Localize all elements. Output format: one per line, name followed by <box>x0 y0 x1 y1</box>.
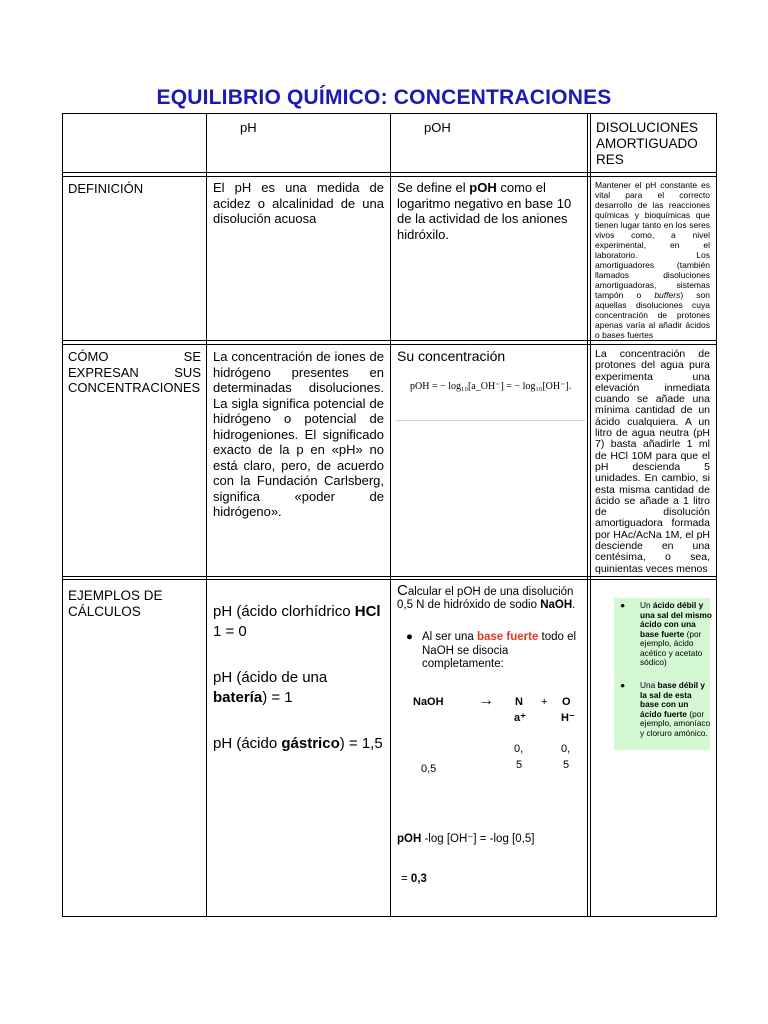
definicion-poh: Se define el pOH como el logaritmo negativo en base 10 de la actividad de los aniones hidróxilo. <box>397 180 572 242</box>
bullet-icon: ● <box>406 631 413 643</box>
como-ph: La concentración de iones de hidrógeno presentes en determinadas disoluciones. La sigla significa potencial de hidrógeno o potencial de hidrogeniones. El significado exacto de la p en «pH» no está claro, pero, de acuerdo con la Fundación Carlsberg, significa «poder de hidrógeno». <box>213 349 384 519</box>
como-buffer: La concentración de protones del agua pura experimenta una elevación inmediata cuando se añade una mínima cantidad de un ácido cualquiera. A un litro de agua neutra (pH 7) basta añadirle 1 ml de HCl 10M para que el pH descienda 5 unidades. En cambio, si esta misma cantidad de ácido se añade a 1 litro de disolución amortiguadora formada por HAc/AcNa 1M, el pH desciende en una centésima, o sea, quinientas veces menos <box>595 348 710 575</box>
page-title: EQUILIBRIO QUÍMICO: CONCENTRACIONES <box>156 86 612 109</box>
poh-example-bullet: ● Al ser una base fuerte todo el NaOH se disocia completamente: <box>406 631 577 670</box>
definicion-buffer: Mantener el pH constante es vital para el correcto desarrollo de las reacciones químicas y bioquímicas que tienen lugar tanto en los seres vivos como, a nivel experimental, en el laboratorio. Los amortiguadores (también llamados disoluciones amortiguadoras, sistemas tampón o buffers) son aquellas disoluciones cuya concentración de protones apenas varía al añadir ácidos o bases fuertes <box>595 180 710 340</box>
ph-example-bateria: pH (ácido de una batería) = 1 <box>213 669 328 706</box>
como-poh: Su concentración <box>397 348 506 364</box>
bullet-icon: ● <box>620 600 626 610</box>
na-concentration-line2: 5 <box>516 759 523 771</box>
row-label-como: CÓMO SE EXPRESAN SUS CONCENTRACIONES <box>68 349 201 395</box>
formula-divider <box>396 420 585 421</box>
row-label-definicion: DEFINICIÓN <box>68 181 144 196</box>
poh-example-intro: Calcular el pOH de una disolución 0,5 N de hidróxido de sodio NaOH. <box>397 582 576 611</box>
reactant-concentration: 0,5 <box>421 763 437 775</box>
poh-result: = 0,3 <box>401 873 427 885</box>
reaction-product-na-line1: N <box>515 696 523 708</box>
oh-concentration-line2: 5 <box>563 759 570 771</box>
buffer-example-1: ● Un ácido débil y una sal del mismo ácido con una base fuerte (por ejemplo, ácido acético y acetato sódico) <box>620 600 712 667</box>
header-ph: pH <box>240 120 257 135</box>
header-poh: pOH <box>424 120 451 135</box>
reaction-plus: + <box>541 696 548 708</box>
buffer-example-2: ● Una base débil y la sal de esta base con un ácido fuerte (por ejemplo, amoníaco y cloruro amónico. <box>620 680 711 738</box>
reaction-product-na-line2: a⁺ <box>514 712 526 724</box>
oh-concentration-line1: 0, <box>561 743 571 755</box>
poh-calculation: pOH -log [OH⁻] = -log [0,5] <box>397 833 535 845</box>
ph-example-hcl: pH (ácido clorhídrico HCl 1 = 0 <box>213 603 381 640</box>
definicion-ph: El pH es una medida de acidez o alcalinidad de una disolución acuosa <box>213 180 384 226</box>
reaction-product-oh-line1: O <box>562 696 571 708</box>
reaction-product-oh-line2: H⁻ <box>561 712 575 724</box>
row-label-ejemplos: EJEMPLOS DE CÁLCULOS <box>68 588 163 619</box>
reaction-arrow: → <box>478 692 494 709</box>
na-concentration-line1: 0, <box>514 743 524 755</box>
reaction-reactant: NaOH <box>413 696 444 708</box>
poh-formula: pOH = − log₁₀[a_OH⁻] = − log₁₀[OH⁻]. <box>410 381 572 392</box>
bullet-icon: ● <box>620 680 626 690</box>
ph-example-gastrico: pH (ácido gástrico) = 1,5 <box>213 735 383 752</box>
header-buffer: DISOLUCIONES AMORTIGUADO RES <box>596 120 699 167</box>
